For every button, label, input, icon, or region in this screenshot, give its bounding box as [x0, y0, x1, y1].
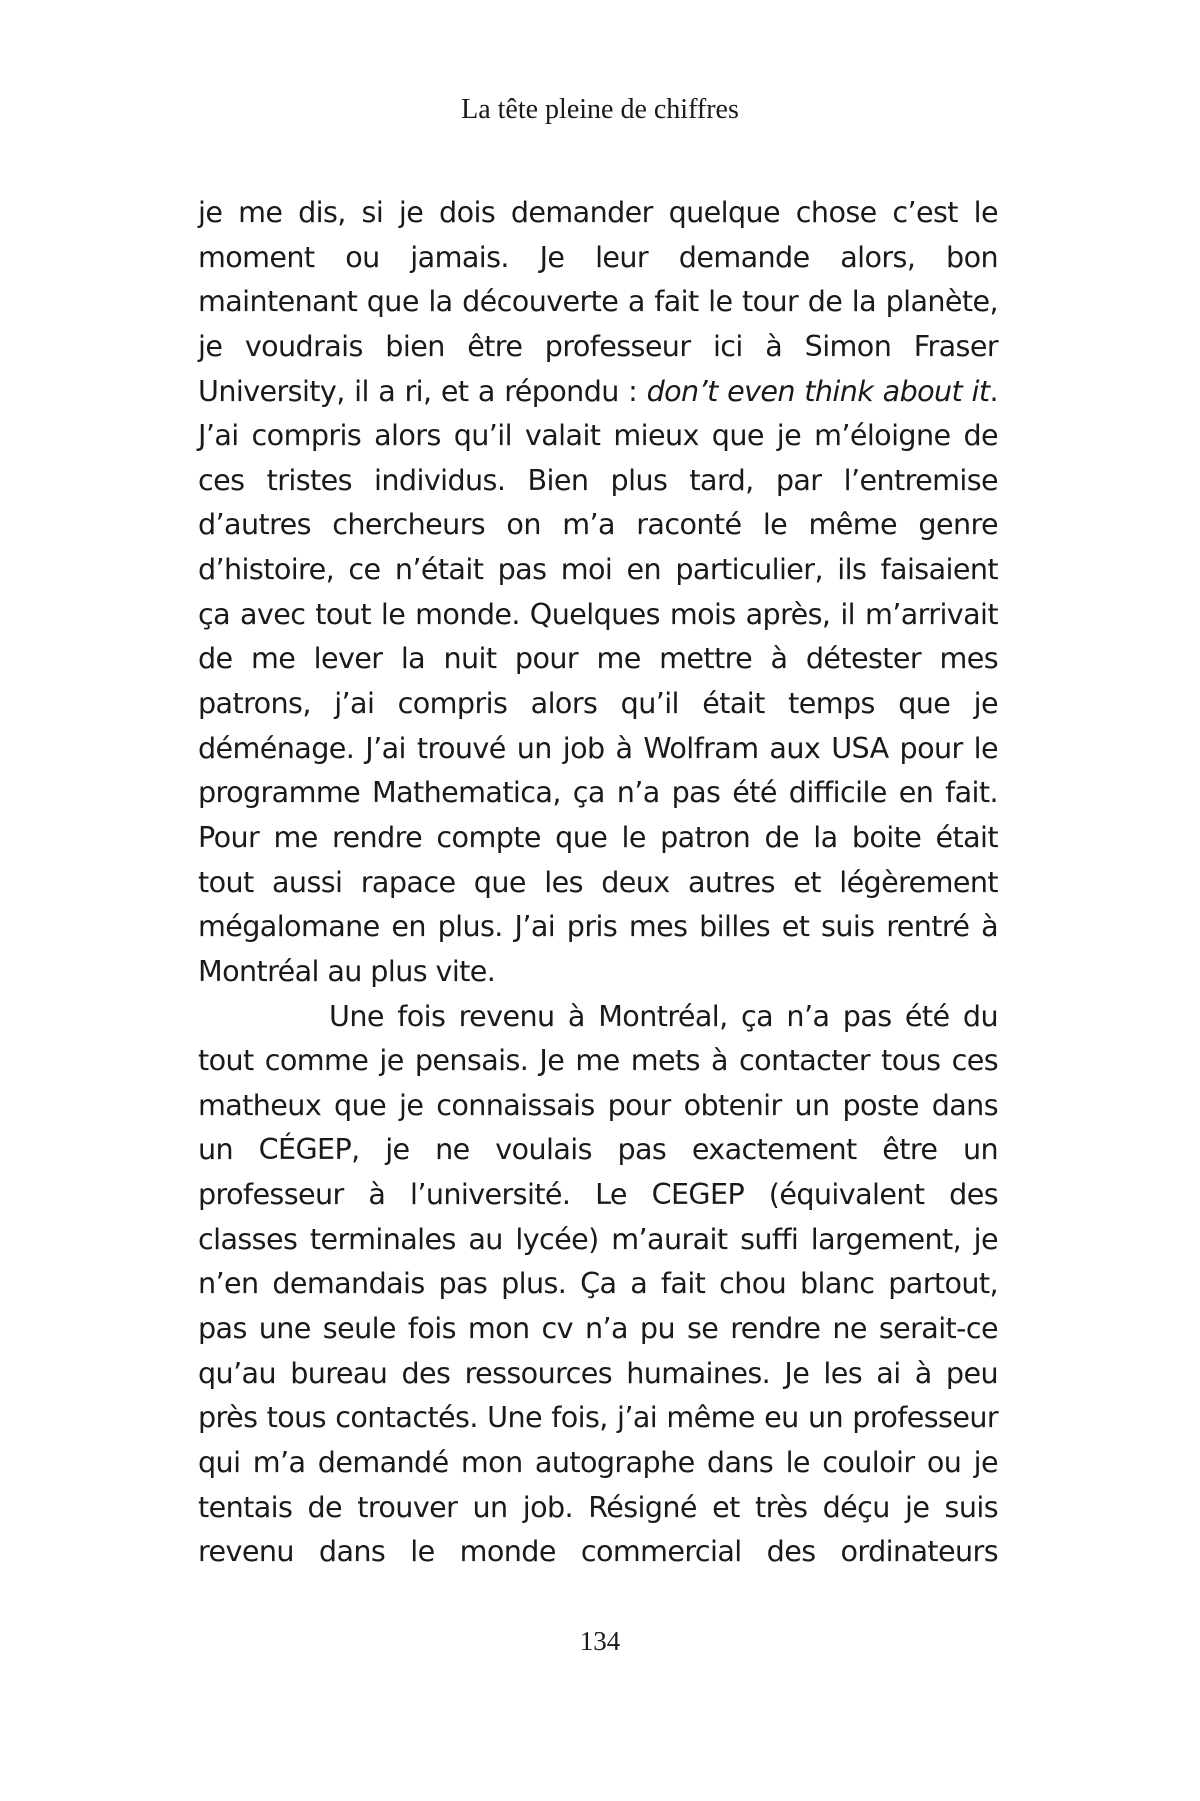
- body-text: [198, 190, 998, 1574]
- text-line-with-quote: [198, 369, 998, 414]
- paragraph-first-line: Une fois revenu à Montréal, ça n’a pas été du: [329, 998, 998, 1033]
- text-line: moment ou jamais. Je leur demande alors, bon: [198, 239, 998, 274]
- text-line: tout comme je pensais. Je me mets à contacter tous ces: [198, 1043, 998, 1078]
- text-line: J’ai compris alors qu’il valait mieux que je m’éloigne de: [198, 418, 998, 453]
- text-segment: University, il a ri, et a répondu :: [198, 373, 647, 408]
- text-line: pas une seule fois mon cv n’a pu se rendre ne serait-ce: [198, 1311, 998, 1346]
- text-line: Pour me rendre compte que le patron de la boite était: [198, 819, 998, 854]
- text-line: un CÉGEP, je ne voulais pas exactement être un: [198, 1132, 998, 1167]
- text-line: tout aussi rapace que les deux autres et légèrement: [198, 864, 998, 899]
- text-line: qu’au bureau des ressources humaines. Je les ai à peu: [198, 1355, 998, 1390]
- text-line: n’en demandais pas plus. Ça a fait chou blanc partout,: [198, 1266, 998, 1301]
- italic-quote: don’t even think about it: [646, 373, 990, 408]
- text-line: je me dis, si je dois demander quelque chose c’est le: [198, 195, 998, 229]
- text-line: patrons, j’ai compris alors qu’il était temps que je: [198, 686, 998, 721]
- running-header: La tête pleine de chiffres: [461, 94, 739, 125]
- text-line: mégalomane en plus. J’ai pris mes billes et suis rentré à: [198, 909, 998, 944]
- text-line: qui m’a demandé mon autographe dans le couloir ou je: [198, 1444, 998, 1479]
- text-line: près tous contactés. Une fois, j’ai même eu un professeur: [198, 1400, 998, 1435]
- text-line: matheux que je connaissais pour obtenir un poste dans: [198, 1087, 998, 1122]
- text-line: d’histoire, ce n’était pas moi en particulier, ils faisaient: [198, 552, 998, 587]
- text-line: Montréal au plus vite.: [198, 953, 496, 988]
- text-line: professeur à l’université. Le CEGEP (équivalent des: [198, 1177, 998, 1212]
- text-line: classes terminales au lycée) m’aurait suffi largement, je: [198, 1221, 998, 1256]
- text-line: je voudrais bien être professeur ici à Simon Fraser: [198, 328, 998, 363]
- text-line: programme Mathematica, ça n’a pas été difficile en fait.: [198, 775, 998, 810]
- text-line: de me lever la nuit pour me mettre à détester mes: [198, 641, 998, 676]
- page-number: 134: [579, 1626, 621, 1656]
- text-line: ces tristes individus. Bien plus tard, par l’entremise: [198, 462, 998, 497]
- text-line: tentais de trouver un job. Résigné et très déçu je suis: [198, 1489, 998, 1524]
- text-line: ça avec tout le monde. Quelques mois après, il m’arrivait: [198, 596, 998, 631]
- text-segment: .: [989, 373, 998, 408]
- text-line: d’autres chercheurs on m’a raconté le même genre: [198, 507, 998, 542]
- text-line: revenu dans le monde commercial des ordinateurs: [198, 1534, 998, 1569]
- text-line: déménage. J’ai trouvé un job à Wolfram aux USA pour le: [198, 730, 998, 765]
- text-line: maintenant que la découverte a fait le tour de la planète,: [198, 284, 998, 319]
